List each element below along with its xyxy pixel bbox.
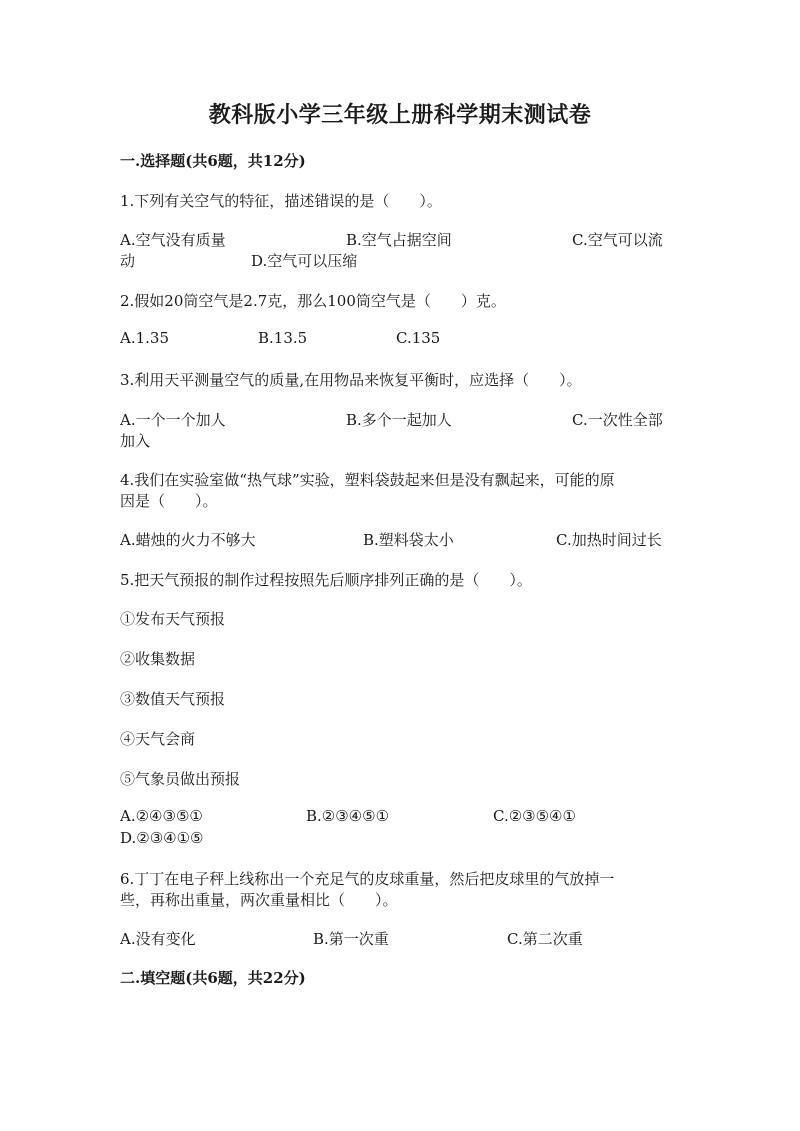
question-1-stem: 1.下列有关空气的特征，描述错误的是（ ）。 [120,192,442,210]
question-1-option-a: A.空气没有质量 [120,231,226,249]
question-4-stem-line-2: 因是（ ）。 [120,492,218,510]
question-5-option-a: A.②④③⑤① [120,807,203,825]
question-5-stem: 5.把天气预报的制作过程按照先后顺序排列正确的是（ ）。 [120,571,532,589]
question-6-option-a: A.没有变化 [120,930,196,948]
section-heading-choice: 一.选择题(共6题，共12分) [120,152,306,170]
question-2-option-b: B.13.5 [258,329,308,347]
question-5-step-1: ①发布天气预报 [120,610,226,628]
question-1-option-d: D.空气可以压缩 [251,252,358,270]
question-3-option-b: B.多个一起加人 [346,411,452,429]
question-4-stem-line-1: 4.我们在实验室做“热气球”实验，塑料袋鼓起来但是没有飘起来，可能的原 [120,471,615,489]
question-1-option-c: C.空气可以流 [572,231,663,249]
question-6-stem-line-2: 些，再称出重量，两次重量相比（ ）。 [120,891,398,909]
question-6-stem-line-1: 6.丁丁在电子秤上线称出一个充足气的皮球重量，然后把皮球里的气放掉一 [120,870,615,888]
question-2-stem: 2.假如20筒空气是2.7克，那么100筒空气是（ ）克。 [120,292,506,310]
question-5-option-b: B.②③④⑤① [306,807,390,825]
question-5-step-3: ③数值天气预报 [120,690,226,708]
question-4-option-a: A.蜡烛的火力不够大 [120,531,256,549]
question-2-option-c: C.135 [396,329,441,347]
question-1-option-b: B.空气占据空间 [346,231,452,249]
question-3-option-a: A.一个一个加人 [120,411,226,429]
question-5-step-4: ④天气会商 [120,730,196,748]
question-5-step-5: ⑤气象员做出预报 [120,770,241,788]
question-4-option-b: B.塑料袋太小 [363,531,454,549]
question-3-option-c: C.一次性全部 [572,411,663,429]
question-6-option-b: B.第一次重 [313,930,389,948]
question-1-option-c-wrap: 动 [120,252,136,270]
exam-title: 教科版小学三年级上册科学期末测试卷 [208,102,592,128]
section-heading-fill-blank: 二.填空题(共6题，共22分) [120,969,306,987]
question-3-option-c-wrap: 加入 [120,432,151,450]
question-4-option-c: C.加热时间过长 [556,531,662,549]
question-5-step-2: ②收集数据 [120,650,196,668]
question-5-option-c: C.②③⑤④① [493,807,576,825]
question-6-option-c: C.第二次重 [507,930,583,948]
question-3-stem: 3.利用天平测量空气的质量,在用物品来恢复平衡时，应选择（ ）。 [120,371,582,389]
question-5-option-d: D.②③④①⑤ [120,829,204,847]
question-2-option-a: A.1.35 [120,329,169,347]
